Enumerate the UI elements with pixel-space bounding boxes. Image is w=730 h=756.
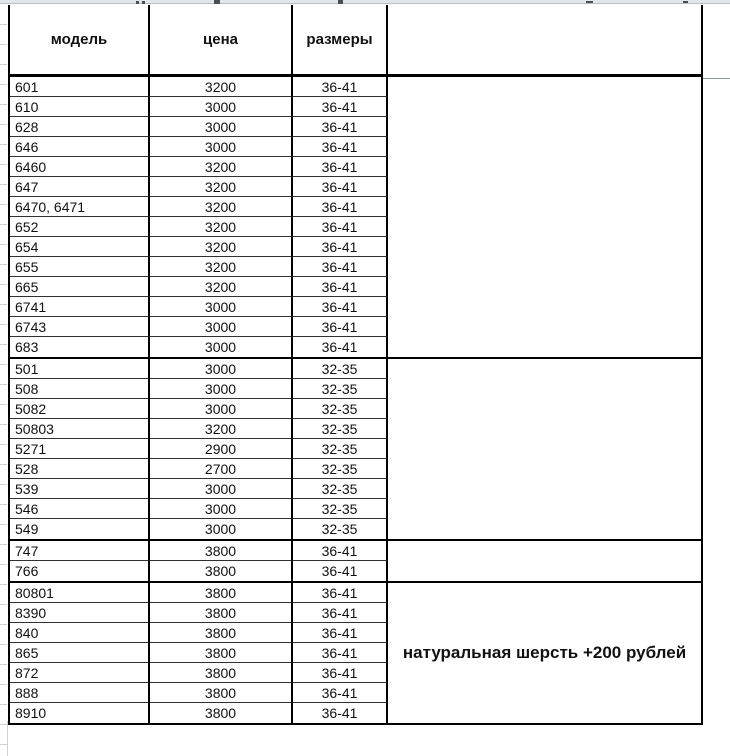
sizes-cell[interactable]: 36-41 — [293, 561, 388, 581]
price-cell[interactable]: 3800 — [150, 603, 293, 623]
price-cell[interactable]: 3200 — [150, 77, 293, 97]
header-notes[interactable] — [388, 5, 701, 74]
price-cell[interactable]: 3200 — [150, 277, 293, 297]
model-cell[interactable]: 6741 — [10, 297, 150, 317]
sizes-cell[interactable]: 32-35 — [293, 419, 388, 439]
model-cell[interactable]: 766 — [10, 561, 150, 581]
model-cell[interactable]: 8390 — [10, 603, 150, 623]
sizes-cell[interactable]: 36-41 — [293, 643, 388, 663]
sizes-cell[interactable]: 36-41 — [293, 257, 388, 277]
price-cell[interactable]: 3200 — [150, 177, 293, 197]
price-cell[interactable]: 3800 — [150, 683, 293, 703]
price-cell[interactable]: 3200 — [150, 197, 293, 217]
price-cell[interactable]: 3000 — [150, 297, 293, 317]
model-cell[interactable]: 5271 — [10, 439, 150, 459]
model-cell[interactable]: 840 — [10, 623, 150, 643]
notes-merged-cell[interactable]: натуральная шерсть +200 рублей — [402, 643, 687, 662]
model-cell[interactable]: 50803 — [10, 419, 150, 439]
sizes-cell[interactable]: 36-41 — [293, 117, 388, 137]
sizes-cell[interactable]: 32-35 — [293, 459, 388, 479]
price-cell[interactable]: 3800 — [150, 583, 293, 603]
model-cell[interactable]: 6460 — [10, 157, 150, 177]
table-section-2 — [10, 359, 701, 541]
notes-merged-cell[interactable] — [388, 541, 701, 581]
model-cell[interactable]: 654 — [10, 237, 150, 257]
table-body — [10, 77, 701, 723]
right-gridline — [703, 78, 730, 79]
table-section-3 — [10, 541, 701, 583]
price-cell[interactable]: 3200 — [150, 257, 293, 277]
price-cell[interactable]: 2900 — [150, 439, 293, 459]
model-cell[interactable]: 865 — [10, 643, 150, 663]
sizes-cell[interactable]: 36-41 — [293, 237, 388, 257]
model-cell[interactable]: 646 — [10, 137, 150, 157]
text-remnant-mark — [142, 1, 145, 4]
sizes-cell[interactable]: 36-41 — [293, 583, 388, 603]
sizes-cell[interactable]: 32-35 — [293, 479, 388, 499]
price-cell[interactable]: 3200 — [150, 217, 293, 237]
model-cell[interactable]: 652 — [10, 217, 150, 237]
price-cell[interactable]: 3800 — [150, 561, 293, 581]
text-remnant-mark — [136, 1, 139, 4]
sizes-cell[interactable]: 36-41 — [293, 137, 388, 157]
price-cell[interactable]: 3800 — [150, 623, 293, 643]
sizes-cell[interactable]: 36-41 — [293, 297, 388, 317]
header-sizes[interactable]: размеры — [293, 5, 388, 74]
price-cell[interactable]: 3800 — [150, 663, 293, 683]
sizes-cell[interactable]: 36-41 — [293, 217, 388, 237]
header-model[interactable]: модель — [10, 5, 150, 74]
model-cell[interactable]: 6743 — [10, 317, 150, 337]
left-gridline-gutter — [0, 5, 7, 756]
sizes-cell[interactable]: 36-41 — [293, 623, 388, 643]
text-remnant-mark — [214, 0, 220, 4]
notes-merged-cell[interactable] — [388, 359, 701, 539]
model-cell[interactable]: 508 — [10, 379, 150, 399]
price-cell[interactable]: 3200 — [150, 157, 293, 177]
sizes-cell[interactable]: 36-41 — [293, 663, 388, 683]
price-cell[interactable]: 3000 — [150, 337, 293, 357]
price-cell[interactable]: 3000 — [150, 479, 293, 499]
sizes-cell[interactable]: 32-35 — [293, 359, 388, 379]
text-remnant-mark — [683, 1, 688, 3]
price-cell[interactable]: 3800 — [150, 643, 293, 663]
table-section-4 — [10, 583, 701, 723]
sizes-cell[interactable]: 32-35 — [293, 399, 388, 419]
sizes-cell[interactable]: 36-41 — [293, 317, 388, 337]
table-header-row — [10, 5, 701, 77]
sizes-cell[interactable]: 36-41 — [293, 603, 388, 623]
price-cell[interactable]: 3800 — [150, 703, 293, 723]
price-cell[interactable]: 3000 — [150, 137, 293, 157]
notes-merged-cell[interactable] — [388, 77, 701, 357]
price-cell[interactable]: 2700 — [150, 459, 293, 479]
model-cell[interactable]: 501 — [10, 359, 150, 379]
sizes-cell[interactable]: 36-41 — [293, 177, 388, 197]
price-table — [8, 5, 703, 725]
sizes-cell[interactable]: 36-41 — [293, 97, 388, 117]
price-cell[interactable]: 3000 — [150, 399, 293, 419]
model-cell[interactable]: 665 — [10, 277, 150, 297]
price-cell[interactable]: 3200 — [150, 237, 293, 257]
model-cell[interactable]: 647 — [10, 177, 150, 197]
left-gutter-vertical-gridline — [7, 721, 8, 756]
table-section-1 — [10, 77, 701, 359]
header-price[interactable]: цена — [150, 5, 293, 74]
sizes-cell[interactable]: 32-35 — [293, 379, 388, 399]
price-cell[interactable]: 3000 — [150, 519, 293, 539]
model-cell[interactable]: 601 — [10, 77, 150, 97]
model-cell[interactable]: 6470, 6471 — [10, 197, 150, 217]
sizes-cell[interactable]: 36-41 — [293, 683, 388, 703]
model-cell[interactable]: 655 — [10, 257, 150, 277]
text-remnant-mark — [338, 0, 343, 4]
price-cell[interactable]: 3000 — [150, 379, 293, 399]
model-cell[interactable]: 8910 — [10, 703, 150, 723]
sizes-cell[interactable]: 36-41 — [293, 541, 388, 561]
sizes-cell[interactable]: 36-41 — [293, 197, 388, 217]
price-cell[interactable]: 3000 — [150, 117, 293, 137]
price-cell[interactable]: 3000 — [150, 359, 293, 379]
sizes-cell[interactable]: 36-41 — [293, 703, 388, 723]
sizes-cell[interactable]: 36-41 — [293, 277, 388, 297]
sizes-cell[interactable]: 36-41 — [293, 157, 388, 177]
sizes-cell[interactable]: 32-35 — [293, 499, 388, 519]
price-cell[interactable]: 3200 — [150, 419, 293, 439]
model-cell[interactable]: 747 — [10, 541, 150, 561]
model-cell[interactable]: 549 — [10, 519, 150, 539]
model-cell[interactable]: 610 — [10, 97, 150, 117]
model-cell[interactable]: 888 — [10, 683, 150, 703]
sizes-cell[interactable]: 36-41 — [293, 77, 388, 97]
sizes-cell[interactable]: 32-35 — [293, 519, 388, 539]
model-cell[interactable]: 546 — [10, 499, 150, 519]
price-cell[interactable]: 3800 — [150, 541, 293, 561]
model-cell[interactable]: 872 — [10, 663, 150, 683]
sizes-cell[interactable]: 36-41 — [293, 337, 388, 357]
model-cell[interactable]: 80801 — [10, 583, 150, 603]
model-cell[interactable]: 528 — [10, 459, 150, 479]
model-cell[interactable]: 683 — [10, 337, 150, 357]
clipped-row-above — [0, 0, 730, 4]
price-cell[interactable]: 3000 — [150, 317, 293, 337]
price-cell[interactable]: 3000 — [150, 97, 293, 117]
model-cell[interactable]: 628 — [10, 117, 150, 137]
model-cell[interactable]: 5082 — [10, 399, 150, 419]
text-remnant-mark — [586, 1, 593, 3]
sizes-cell[interactable]: 32-35 — [293, 439, 388, 459]
price-cell[interactable]: 3000 — [150, 499, 293, 519]
model-cell[interactable]: 539 — [10, 479, 150, 499]
